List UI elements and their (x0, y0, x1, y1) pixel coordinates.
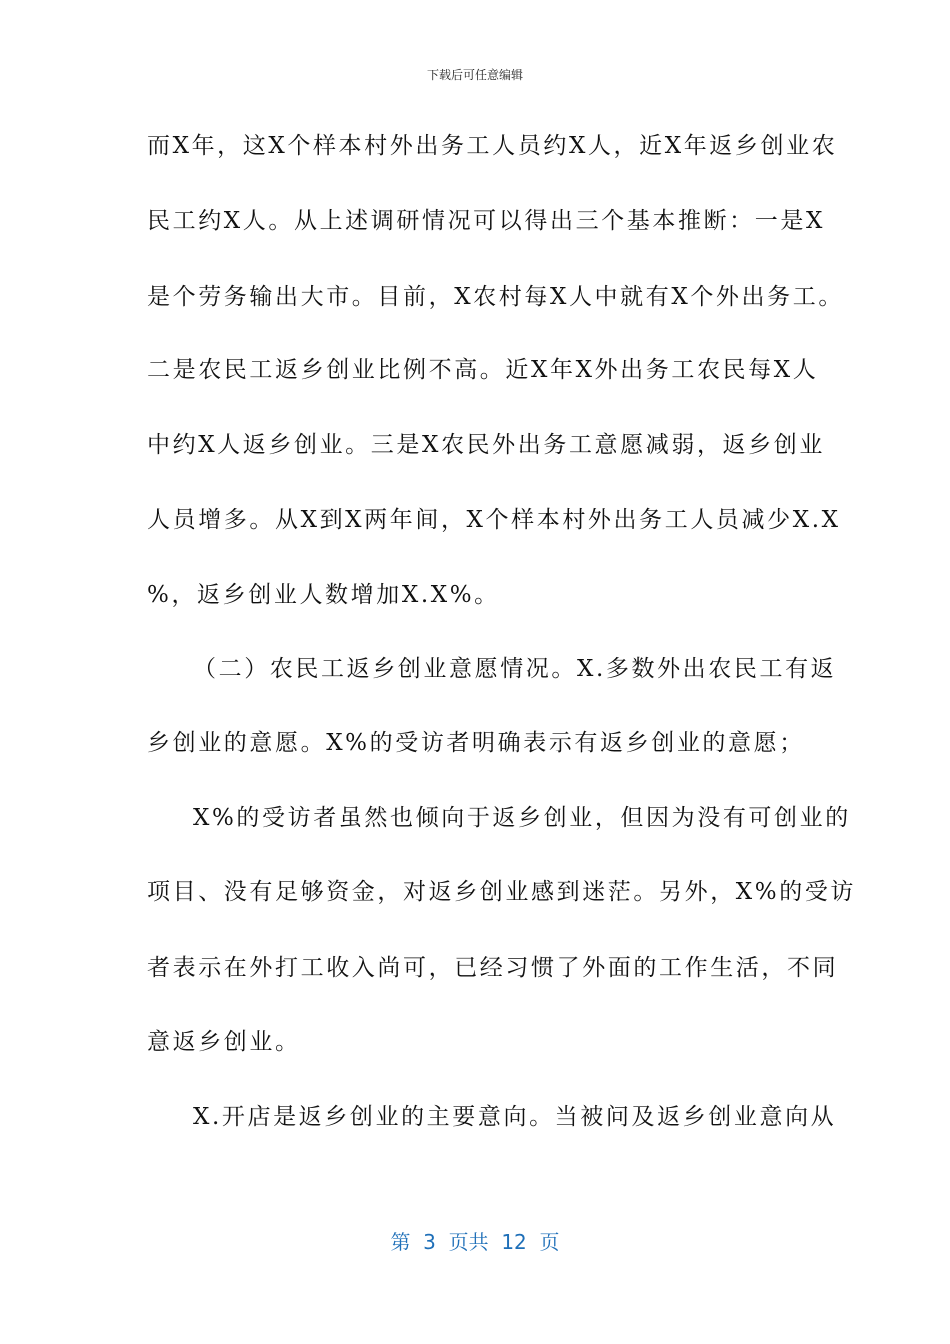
body-line-3: 是个劳务输出大市。目前，X农村每X人中就有X个外出务工。 (147, 284, 844, 310)
body-line-14: X.开店是返乡创业的主要意向。当被问及返乡创业意向从 (193, 1104, 837, 1130)
body-line-11: 项目、没有足够资金，对返乡创业感到迷茫。另外，X%的受访 (147, 879, 857, 905)
body-line-1: 而X年，这X个样本村外出务工人员约X人，近X年返乡创业农 (147, 133, 838, 159)
body-line-6: 人员增多。从X到X两年间，X个样本村外出务工人员减少X.X (147, 507, 841, 533)
body-line-7: %，返乡创业人数增加X.X%。 (147, 582, 500, 608)
body-line-5: 中约X人返乡创业。三是X农民外出务工意愿减弱，返乡创业 (147, 432, 825, 458)
body-line-2: 民工约X人。从上述调研情况可以得出三个基本推断：一是X (147, 208, 825, 234)
body-line-13: 意返乡创业。 (147, 1029, 301, 1055)
page-footer: 第 3 页共 12 页 (390, 1230, 560, 1254)
body-line-10: X%的受访者虽然也倾向于返乡创业，但因为没有可创业的 (193, 805, 851, 831)
body-line-8: （二）农民工返乡创业意愿情况。X.多数外出农民工有返 (193, 656, 837, 682)
page-header: 下载后可任意编辑 (426, 68, 523, 82)
body-line-12: 者表示在外打工收入尚可，已经习惯了外面的工作生活，不同 (147, 955, 839, 981)
body-line-4: 二是农民工返乡创业比例不高。近X年X外出务工农民每X人 (147, 357, 819, 383)
body-line-9: 乡创业的意愿。X%的受访者明确表示有返乡创业的意愿； (147, 730, 805, 756)
